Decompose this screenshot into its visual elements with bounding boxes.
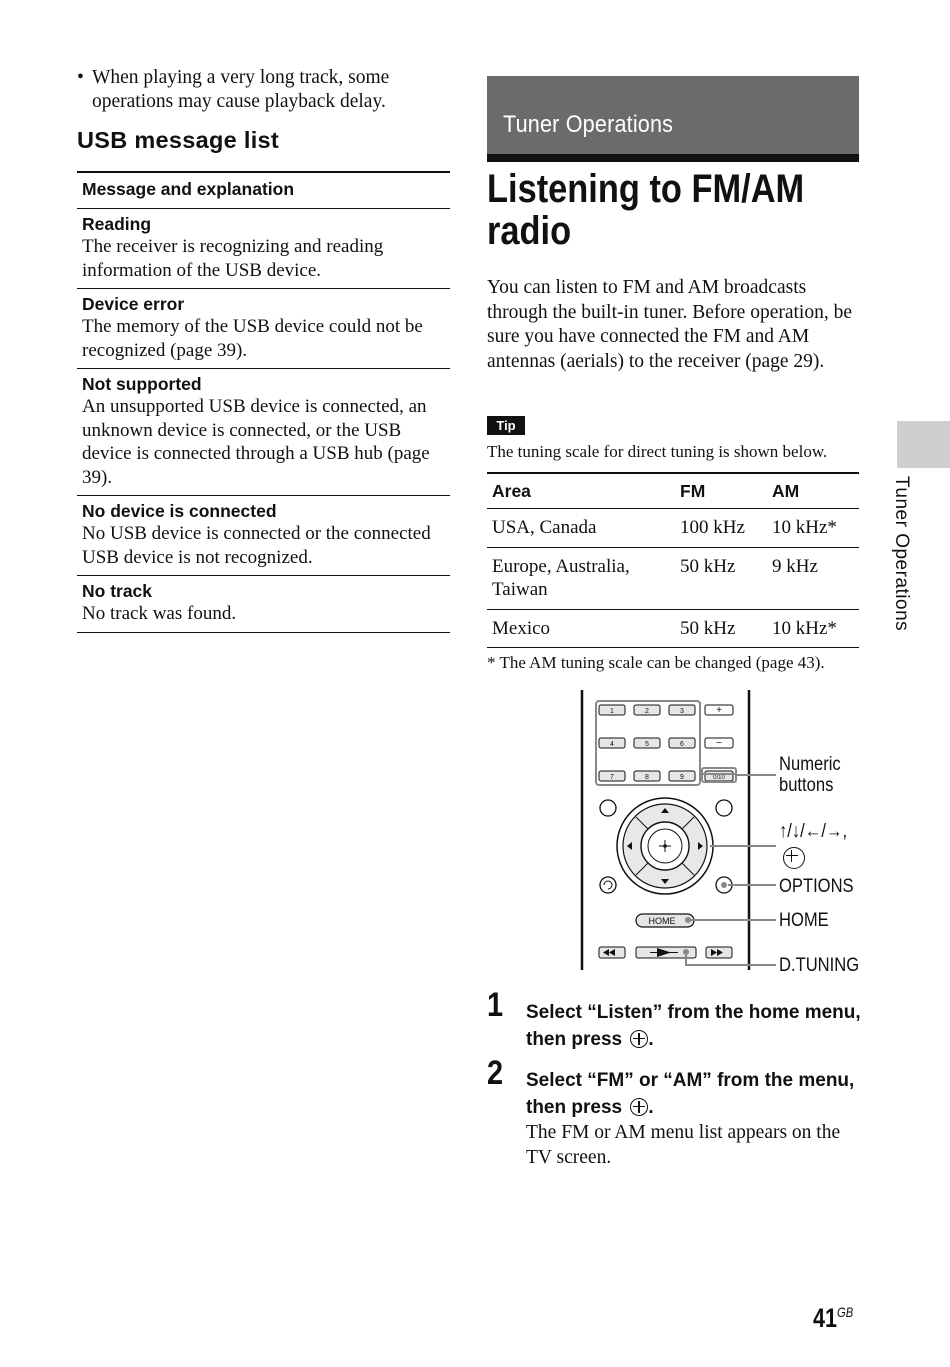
- cell-am: 10 kHz*: [767, 509, 859, 548]
- key-8: [634, 771, 660, 781]
- transport-keys: [599, 947, 732, 958]
- cell-area: USA, Canada: [487, 509, 675, 548]
- cell-fm: 50 kHz: [675, 609, 767, 648]
- svg-text:9: 9: [680, 774, 684, 781]
- table-row: [77, 496, 450, 576]
- table-row: [77, 369, 450, 496]
- key-5: [634, 738, 660, 748]
- top-right-circle-button: [716, 800, 732, 816]
- key-3: [669, 705, 695, 715]
- svg-text:3: 3: [680, 708, 684, 715]
- message-title: No device is connected: [82, 501, 277, 521]
- key-1: [599, 705, 625, 715]
- table-row: [77, 576, 450, 633]
- message-title: Device error: [82, 294, 185, 314]
- label-buttons: buttons: [779, 774, 834, 796]
- message-desc: The receiver is recognizing and reading information of the USB device.: [82, 236, 384, 281]
- side-tab-marker: [897, 421, 950, 468]
- message-title: Not supported: [82, 374, 202, 394]
- message-desc: An unsupported USB device is connected, an unknown device is connected, or the USB device is connected through a USB hub (page 39).: [82, 396, 430, 488]
- label-enter-icon: [780, 847, 805, 871]
- table-row: [487, 509, 859, 548]
- page-title: Listening to FM/AM radio: [487, 167, 805, 253]
- section-banner-title: Tuner Operations: [503, 111, 674, 138]
- cell-area: Mexico: [487, 609, 675, 648]
- key-9: [669, 771, 695, 781]
- bullet-text: When playing a very long track, some operations may cause playback delay.: [92, 67, 390, 112]
- table-row: [487, 547, 859, 609]
- svg-text:4: 4: [610, 741, 614, 748]
- usb-message-table: [77, 171, 450, 633]
- key-2: [634, 705, 660, 715]
- cell-am: 10 kHz*: [767, 609, 859, 648]
- footnote: * The AM tuning scale can be changed (page 43).: [487, 653, 825, 672]
- svg-text:2: 2: [645, 708, 649, 715]
- svg-text:5: 5: [645, 741, 649, 748]
- enter-icon: [783, 847, 805, 869]
- svg-text:−: −: [716, 738, 722, 749]
- intro-paragraph: You can listen to FM and AM broadcasts through the built-in tuner. Before operation, be sure you have connected the FM and AM antennas (aerials) to the receiver (page 29).: [487, 277, 852, 372]
- cell-fm: 100 kHz: [675, 509, 767, 548]
- cell-am: 9 kHz: [767, 547, 859, 609]
- table-row: [487, 609, 859, 648]
- svg-text:6: 6: [680, 741, 684, 748]
- message-desc: No USB device is connected or the connected USB device is not recognized.: [82, 523, 431, 568]
- tip-badge: Tip: [487, 416, 525, 435]
- key-minus: [705, 738, 733, 749]
- step-text-content: Select “Listen” from the home menu, then press: [526, 1002, 861, 1050]
- step-number: 2: [487, 1054, 504, 1092]
- label-options: OPTIONS: [779, 875, 854, 897]
- step-text: Select “Listen” from the home menu, then press .: [526, 1002, 861, 1050]
- top-left-circle-button: [600, 800, 616, 816]
- svg-text:8: 8: [645, 774, 649, 781]
- label-numeric: Numeric: [779, 753, 841, 775]
- key-4: [599, 738, 625, 748]
- page-number-value: 41: [813, 1303, 838, 1333]
- dpad: [617, 798, 713, 894]
- table-row: [77, 289, 450, 369]
- tip-text: The tuning scale for direct tuning is shown below.: [487, 442, 828, 461]
- label-arrows: ↑/↓/←/→,: [779, 820, 848, 842]
- tuning-scale-table: [487, 472, 859, 648]
- label-home: HOME: [779, 909, 829, 931]
- header-fm: FM: [675, 473, 767, 509]
- step-text: Select “FM” or “AM” from the menu, then press .: [526, 1070, 855, 1118]
- key-plus: [705, 705, 733, 716]
- enter-icon: [630, 1098, 648, 1116]
- section-banner: [487, 76, 859, 162]
- usb-message-heading: USB message list: [77, 127, 280, 153]
- cell-area: Europe, Australia, Taiwan: [487, 547, 675, 609]
- bullet-dot: •: [77, 67, 84, 88]
- step-text-content: Select “FM” or “AM” from the menu, then press: [526, 1070, 855, 1118]
- table-header: Message and explanation: [77, 173, 450, 209]
- page-number-suffix: GB: [837, 1304, 854, 1320]
- svg-text:1: 1: [610, 708, 614, 715]
- side-tab-text: Tuner Operations: [891, 476, 912, 632]
- back-button: [600, 877, 616, 893]
- step-number: 1: [487, 986, 504, 1024]
- cell-fm: 50 kHz: [675, 547, 767, 609]
- key-7: [599, 771, 625, 781]
- page-number: [813, 1303, 853, 1334]
- label-dtuning: D.TUNING: [779, 954, 860, 976]
- table-header-row: [487, 473, 859, 509]
- message-desc: The memory of the USB device could not be recognized (page 39).: [82, 316, 423, 361]
- bullet-note: [77, 66, 452, 114]
- svg-text:0/10: 0/10: [713, 775, 725, 781]
- svg-text:7: 7: [610, 774, 614, 781]
- step-description: The FM or AM menu list appears on the TV screen.: [526, 1122, 841, 1168]
- svg-text:+: +: [716, 705, 722, 716]
- side-tab-label: [890, 476, 920, 666]
- number-keys: [599, 705, 733, 781]
- header-am: AM: [767, 473, 859, 509]
- header-area: Area: [487, 473, 675, 509]
- message-title: Reading: [82, 214, 152, 234]
- enter-icon: [630, 1030, 648, 1048]
- svg-text:HOME: HOME: [648, 916, 676, 926]
- table-row: [77, 209, 450, 289]
- key-6: [669, 738, 695, 748]
- message-desc: No track was found.: [82, 603, 237, 624]
- home-key: [636, 914, 694, 927]
- message-title: No track: [82, 581, 153, 601]
- key-0-10: [705, 771, 733, 781]
